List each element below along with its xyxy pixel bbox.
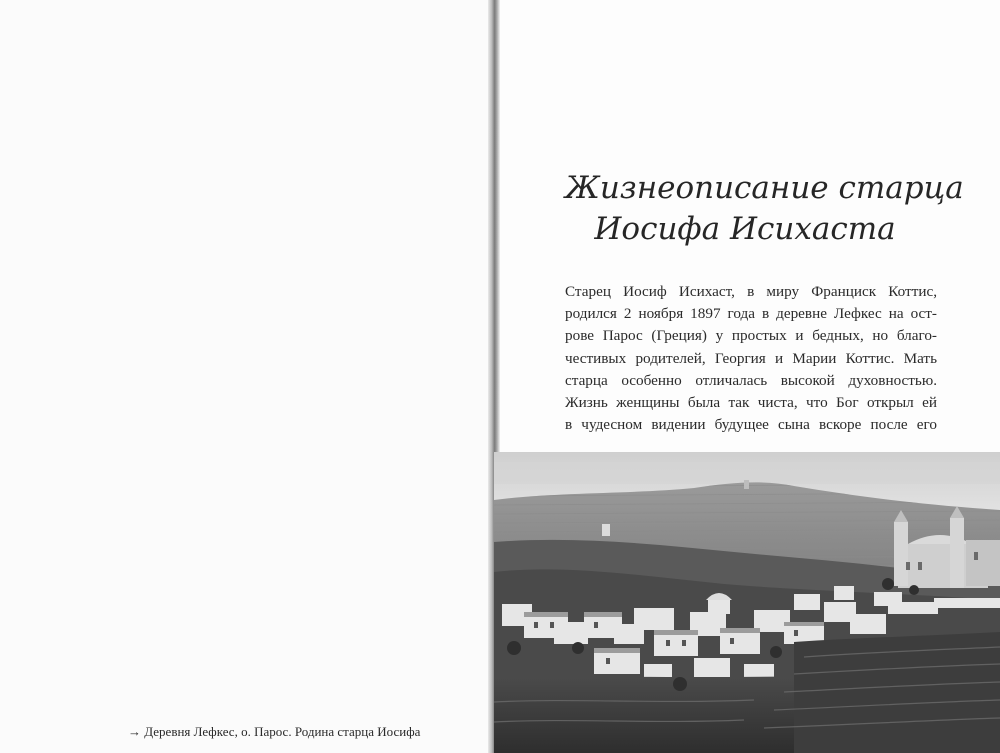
- chapter-title: [565, 168, 964, 250]
- body-line: старца особенно отличалась высокой духовностью.: [565, 371, 937, 389]
- body-line: Жизнь женщины была так чиста, что Бог открыл ей: [565, 394, 937, 412]
- chapter-title-line: Жизнеописание старца: [565, 170, 964, 206]
- body-paragraph: [565, 281, 937, 436]
- body-line: в чудесном видении будущее сына вскоре после его: [565, 416, 937, 434]
- body-line: родился 2 ноября 1897 года в деревне Лефкес на ост-: [565, 305, 937, 323]
- body-line: рове Парос (Греция) у простых и бедных, но благо-: [565, 327, 937, 345]
- body-line: честивых родителей, Георгия и Марии Коттис. Мать: [565, 349, 937, 367]
- village-photo: [494, 452, 1000, 753]
- chapter-title-line: Иосифа Исихаста: [594, 211, 896, 247]
- body-line: Старец Иосиф Исихаст, в миру Франциск Коттис,: [565, 283, 937, 300]
- photo-caption: → Деревня Лефкес, о. Парос. Родина старца Иосифа: [128, 724, 421, 739]
- village-photo-illustration: [494, 452, 1000, 753]
- left-page: [0, 0, 488, 753]
